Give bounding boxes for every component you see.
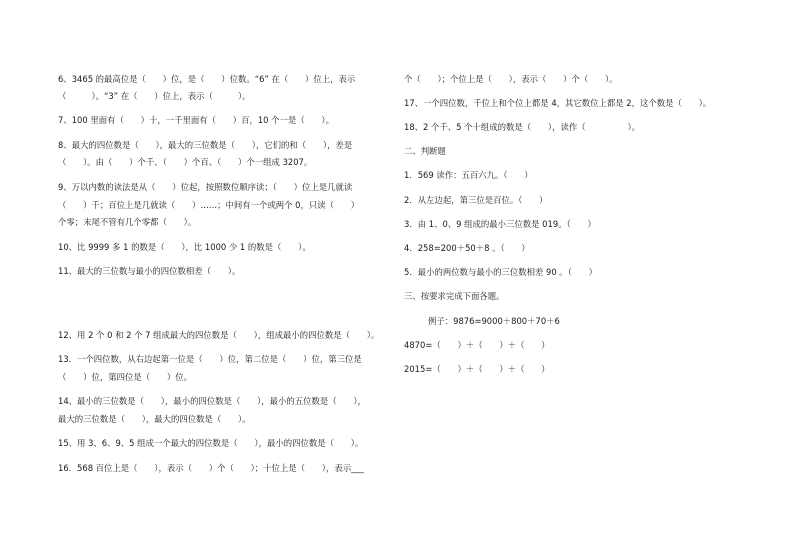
question-18: 18、2 个千、5 个十组成的数是（ ），读作（ ）。 [404, 122, 640, 132]
question-16: 16．568 百位上是（ ），表示（ ）个（ ）；十位上是（ ），表示___ [58, 463, 364, 473]
judgement-4: 4．258=200＋50＋8 。（ ） [404, 243, 530, 253]
question-9-line-3: 个零；末尾不管有几个零都（ ）。 [58, 217, 197, 227]
example-line: 例子：9876=9000＋800＋70＋6 [428, 316, 560, 326]
judgement-1: 1．569 读作：五百六九。（ ） [404, 170, 533, 180]
section-3-heading: 三、按要求完成下面各题。 [404, 291, 505, 301]
question-9-line-1: 9、万以内数的读法是从（ ）位起，按照数位顺序读；（ ）位上是几就读 [58, 182, 353, 192]
question-12: 12、用 2 个 0 和 2 个 7 组成最大的四位数是（ ），组成最小的四位数是（ ）。 [58, 330, 380, 340]
question-15: 15、用 3、6、9、5 组成一个最大的四位数是（ ），最小的四位数是（ ）。 [58, 438, 364, 448]
question-6-line-1: 6、3465 的最高位是（ ）位，是（ ）位数。“6” 在（ ）位上，表示 [58, 74, 356, 84]
section-2-heading: 二、判断题 [404, 146, 446, 156]
question-9-line-2: （ ）千；百位上是几就读（ ）……；中间有一个或两个 0，只读（ ） [58, 200, 360, 210]
question-10: 10、比 9999 多 1 的数是（ ），比 1000 少 1 的数是（ ）。 [58, 242, 311, 252]
exercise-4870: 4870=（ ）＋（ ）＋（ ） [404, 340, 550, 350]
judgement-5: 5．最小的两位数与最小的三位数相差 90 。（ ） [404, 267, 597, 277]
question-8-line-1: 8、最大的四位数是（ ），最大的三位数是（ ），它们的和（ ），差是 [58, 140, 353, 150]
question-8-line-2: （ ）。由（ ）个千、（ ）个百、（ ）个一组成 3207。 [58, 157, 313, 167]
judgement-2: 2．从左边起，第三位是百位。（ ） [404, 195, 548, 205]
question-13-line-1: 13．一个四位数，从右边起第一位是（ ）位，第二位是（ ）位，第三位是 [58, 354, 362, 364]
question-17: 17、一个四位数，千位上和个位上都是 4，其它数位上都是 2，这个数是（ ）。 [404, 98, 712, 108]
question-6-line-2: （ ）。“3” 在（ ）位上，表示（ ）。 [58, 91, 251, 101]
judgement-3: 3．由 1、0、9 组成的最小三位数是 019。（ ） [404, 219, 596, 229]
question-11: 11、最大的三位数与最小的四位数相差（ ）。 [58, 266, 241, 276]
question-14-line-2: 最大的三位数是（ ），最大的四位数是（ ）。 [58, 414, 251, 424]
question-14-line-1: 14、最小的三位数是（ ），最小的四位数是（ ），最小的五位数是（ ）， [58, 396, 366, 406]
exercise-2015: 2015=（ ）＋（ ）＋（ ） [404, 364, 550, 374]
question-16-continued: 个（ ）；个位上是（ ），表示（ ）个（ ）。 [404, 74, 618, 84]
question-13-line-2: （ ）位，第四位是（ ）位。 [58, 372, 192, 382]
question-7: 7、100 里面有（ ）十，一千里面有（ ）百，10 个一是（ ）。 [58, 115, 334, 125]
